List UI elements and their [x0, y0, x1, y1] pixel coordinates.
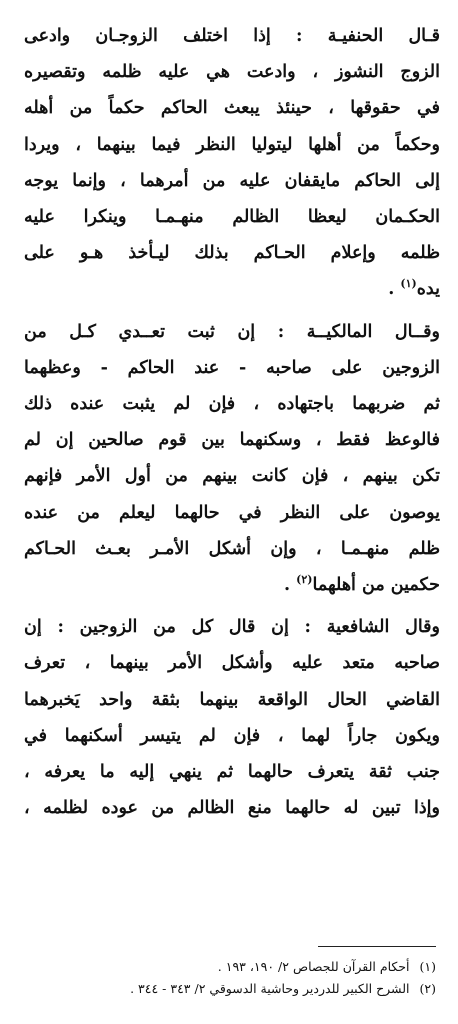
text-line: ظلمه وإعلام الحـاكم بذلك ليـأخذ هـو على — [24, 243, 440, 264]
footnote-ref-2: (٢) — [296, 573, 313, 587]
footnotes — [24, 956, 436, 1000]
text-line: قـال الحنفيـة : إذا اختلف الزوجـان وادعى — [24, 26, 440, 46]
text-line: ظلم منهـمـا ، وإن أشكل الأمـر بعـث الحـاكم — [24, 538, 440, 559]
footnote-number: (١) — [419, 959, 436, 974]
text-line: فالوعظ فقط ، وسكنهما بين قوم صالحين إن لم — [24, 430, 440, 451]
footnote-text: أحكام القرآن للجصاص ٢/ ١٩٠، ١٩٣ . — [217, 959, 410, 974]
footnote-number: (٢) — [419, 981, 436, 996]
text-line-last — [24, 271, 440, 307]
footnote-2 — [24, 978, 436, 1000]
text-line: صاحبه متعد عليه وأشكل الأمر بينهما ، تعرف — [24, 653, 440, 674]
tail-text: حكمين من أهلهما — [312, 575, 440, 596]
tail-text: يده — [416, 279, 440, 300]
text-line-last — [24, 567, 440, 603]
sentence-end: . — [283, 575, 297, 596]
footnote-ref-1: (١) — [400, 277, 417, 291]
text-line: الزوج النشوز ، وادعت هي عليه ظلمه وتقصيره — [24, 62, 440, 83]
text-line: إلى الحاكم مايقفان عليه من أمرهما ، وإنما يوجه — [24, 170, 440, 191]
text-line: القاضي الحال الواقعة بينهما بثقة واحد يَخبرهما — [24, 689, 440, 710]
text-line: يوصون على النظر في حالهما ليعلم من عنده — [24, 502, 440, 523]
text-line: وحكماً من أهلها ليتوليا النظر فيما بينهما ، ويردا — [24, 134, 440, 155]
paragraph-hanafi — [24, 18, 440, 308]
text-line: ثم ضربهما باجتهاده ، فإن لم يثبت عنده ذلك — [24, 394, 440, 415]
sentence-end: . — [388, 279, 401, 300]
paragraph-maliki — [24, 314, 440, 604]
footnote-1 — [24, 956, 436, 978]
text-line: وقــال المالكيــة : إن ثبت تعــدي كـل من — [24, 321, 440, 342]
text-line: وقال الشافعية : إن قال كل من الزوجين : إن — [24, 617, 440, 638]
text-line: وإذا تبين له حالهما منع الظالم من عوده لظلمه ، — [24, 798, 440, 819]
text-line: الزوجين على صاحبه - عند الحاكم - وعظهما — [24, 357, 440, 378]
paragraph-shafii — [24, 609, 440, 826]
footnote-text: الشرح الكبير للدردير وحاشية الدسوقي ٢/ ٣٤٣ - ٣٤٤ . — [130, 981, 410, 996]
footnote-separator — [318, 946, 436, 947]
text-line: في حقوقها ، حينئذ يبعث الحاكم حكماً من أهله — [24, 98, 440, 119]
text-line: ويكون جاراً لهما ، فإن لم يتيسر أسكنهما في — [24, 725, 440, 746]
text-line: تكن بينهم ، فإن كانت بينهم من أول الأمر فإنهم — [24, 466, 440, 487]
text-line: جنب ثقة يتعرف حالهما ثم ينهي إليه ما يعرفه ، — [24, 762, 440, 783]
main-text — [24, 18, 440, 826]
text-line: الحكـمان ليعظا الظالم منهـمـا وينكرا عليه — [24, 207, 440, 228]
